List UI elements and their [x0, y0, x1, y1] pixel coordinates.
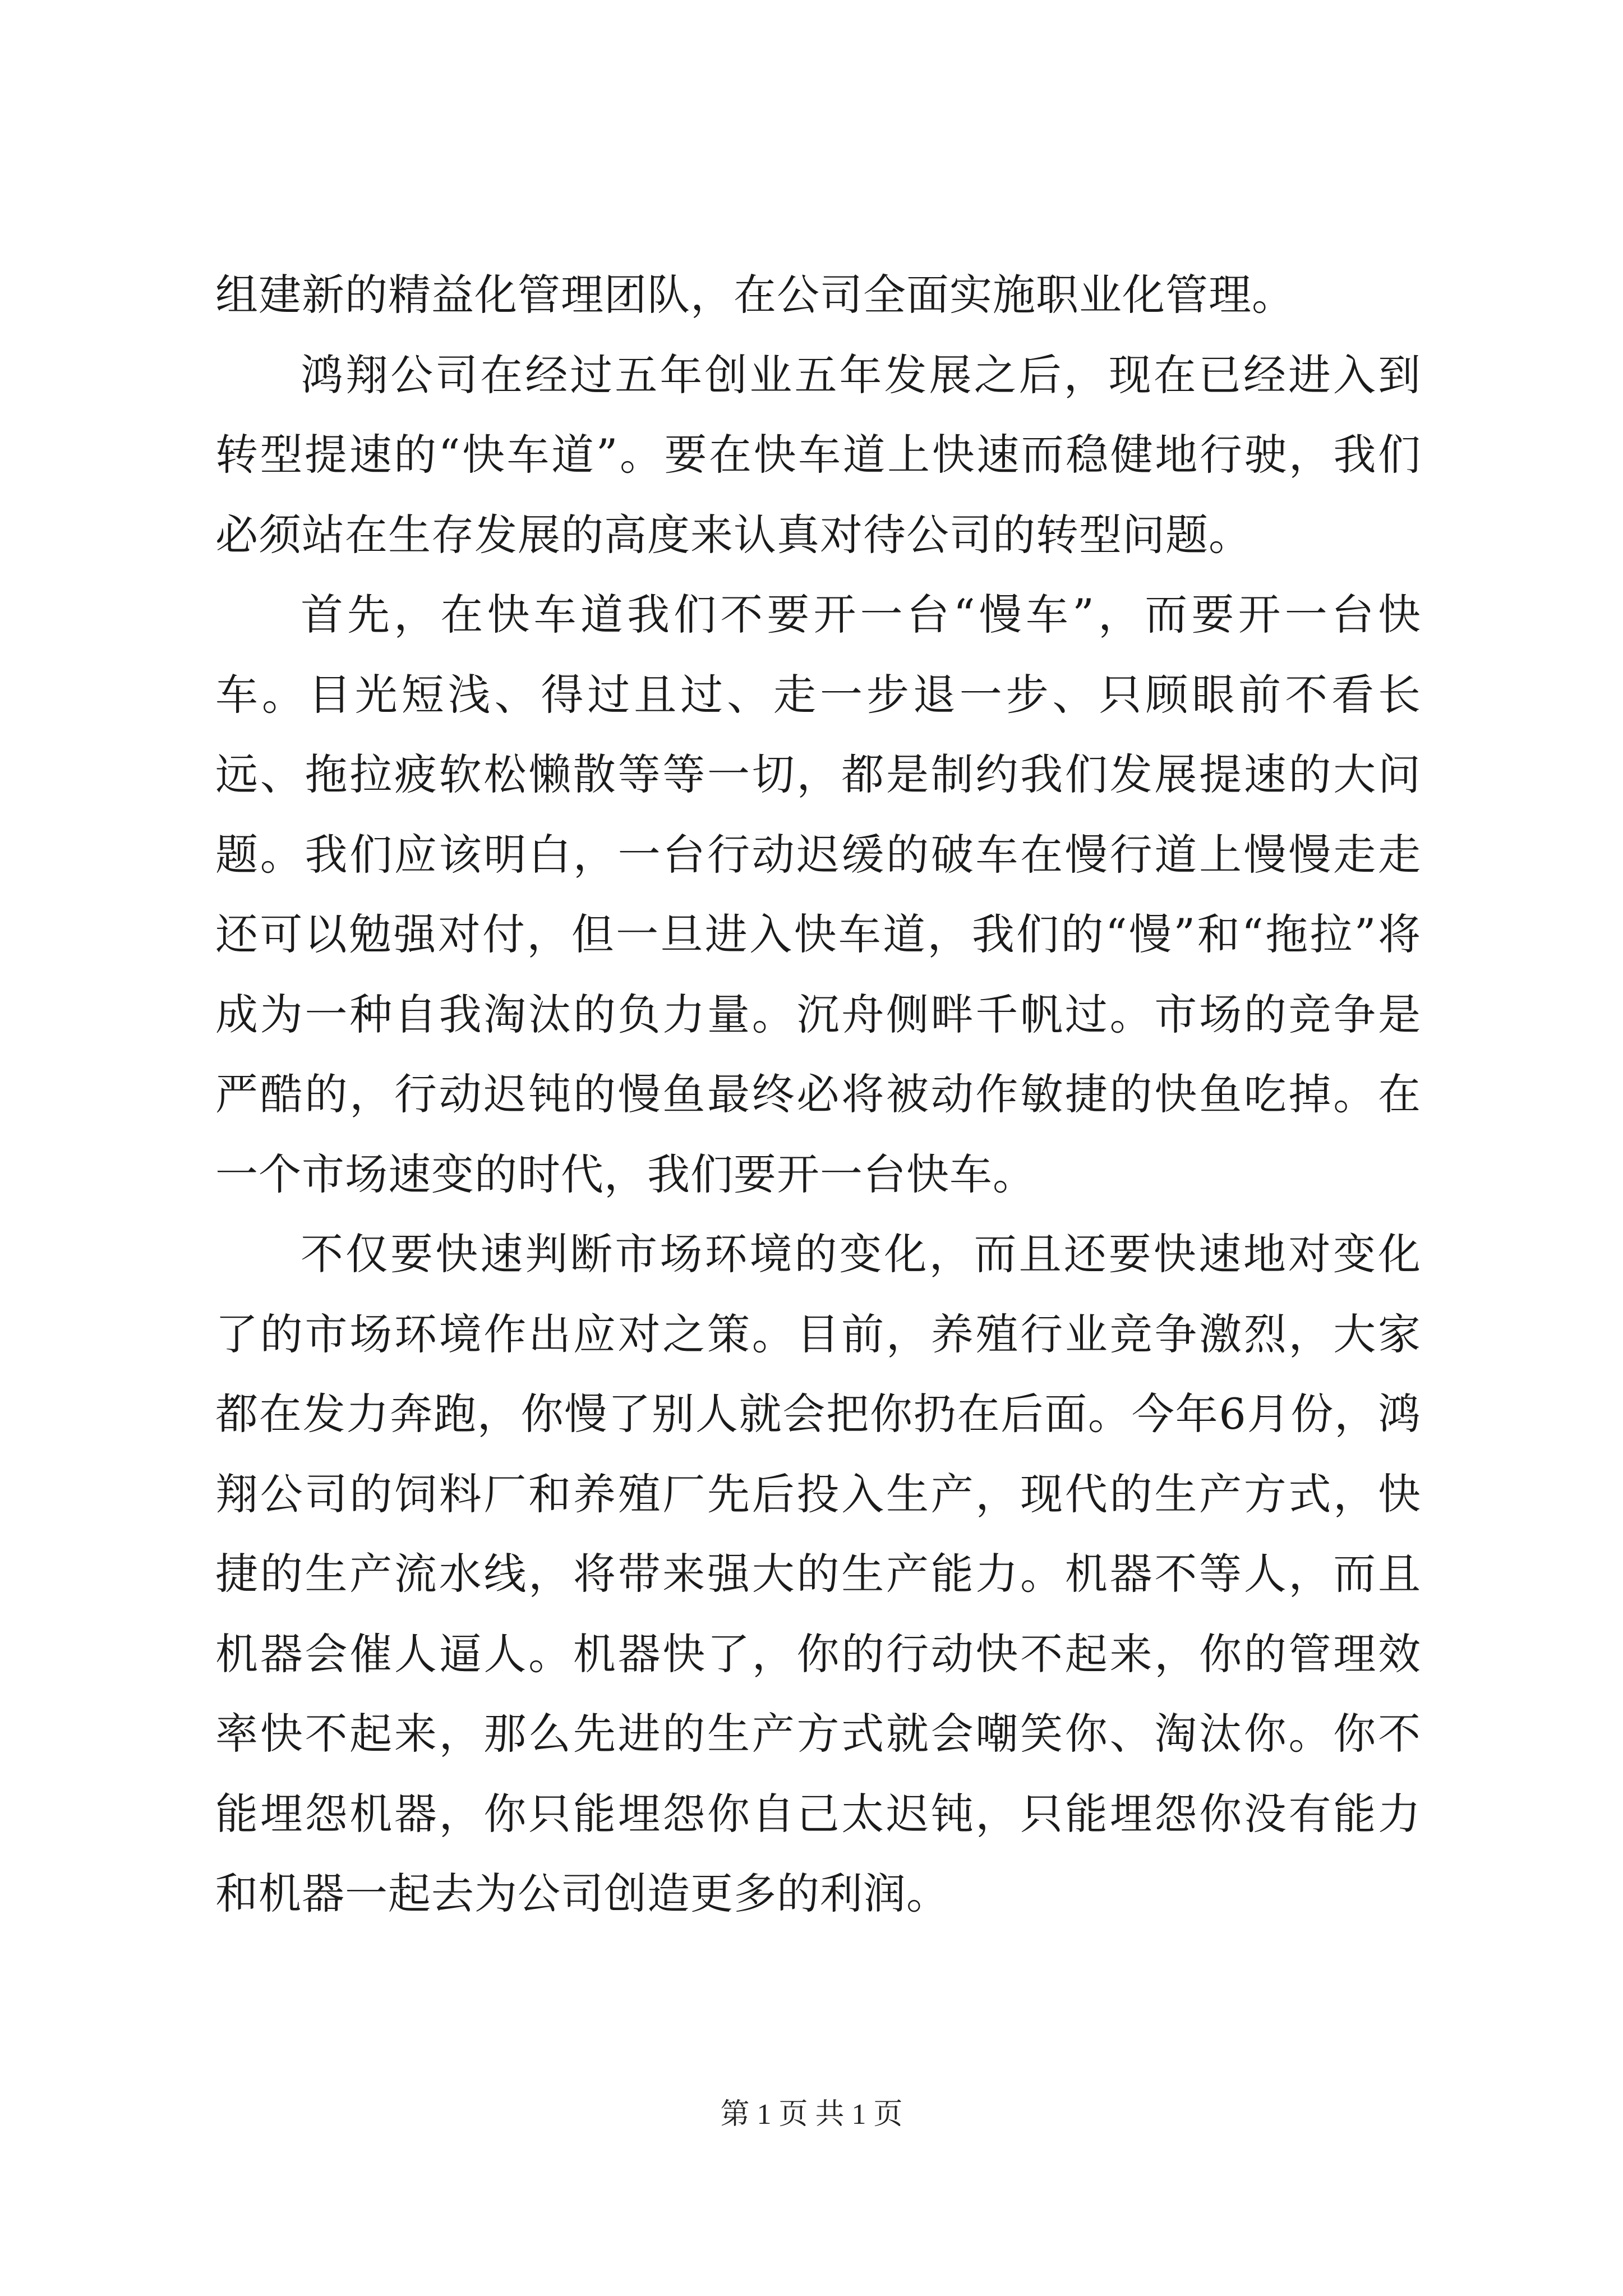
paragraph-3: 首先，在快车道我们不要开一台“慢车”，而要开一台快车。目光短浅、得过且过、走一步退一步、只顾眼前不看长远、拖拉疲软松懒散等等一切，都是制约我们发展提速的大问题。我们应该明白，一台行动迟缓的破车在慢行道上慢慢走走还可以勉强对付，但一旦进入快车道，我们的“慢”和“拖拉”将成为一种自我淘汰的负力量。沉舟侧畔千帆过。市场的竞争是严酷的，行动迟钝的慢鱼最终必将被动作敏捷的快鱼吃掉。在一个市场速变的时代，我们要开一台快车。 [215, 590, 1421, 1199]
paragraph-2: 鸿翔公司在经过五年创业五年发展之后，现在已经进入到转型提速的“快车道”。要在快车道上快速而稳健地行驶，我们必须站在生存发展的高度来认真对待公司的转型问题。 [215, 349, 1421, 560]
paragraph-1: 组建新的精益化管理团队，在公司全面实施职业化管理。 [215, 270, 1295, 320]
page-number-footer: 第 1 页 共 1 页 [720, 2099, 903, 2131]
paragraph-4: 不仅要快速判断市场环境的变化，而且还要快速地对变化了的市场环境作出应对之策。目前，养殖行业竞争激烈，大家都在发力奔跑，你慢了别人就会把你扔在后面。今年6月份，鸿翔公司的饲料厂和养殖厂先后投入生产，现代的生产方式，快捷的生产流水线，将带来强大的生产能力。机器不等人，而且机器会催人逼人。机器快了，你的行动快不起来，你的管理效率快不起来，那么先进的生产方式就会嘲笑你、淘汰你。你不能埋怨机器，你只能埋怨你自己太迟钝，只能埋怨你没有能力和机器一起去为公司创造更多的利润。 [215, 1229, 1421, 1918]
document-body [215, 255, 1421, 1934]
